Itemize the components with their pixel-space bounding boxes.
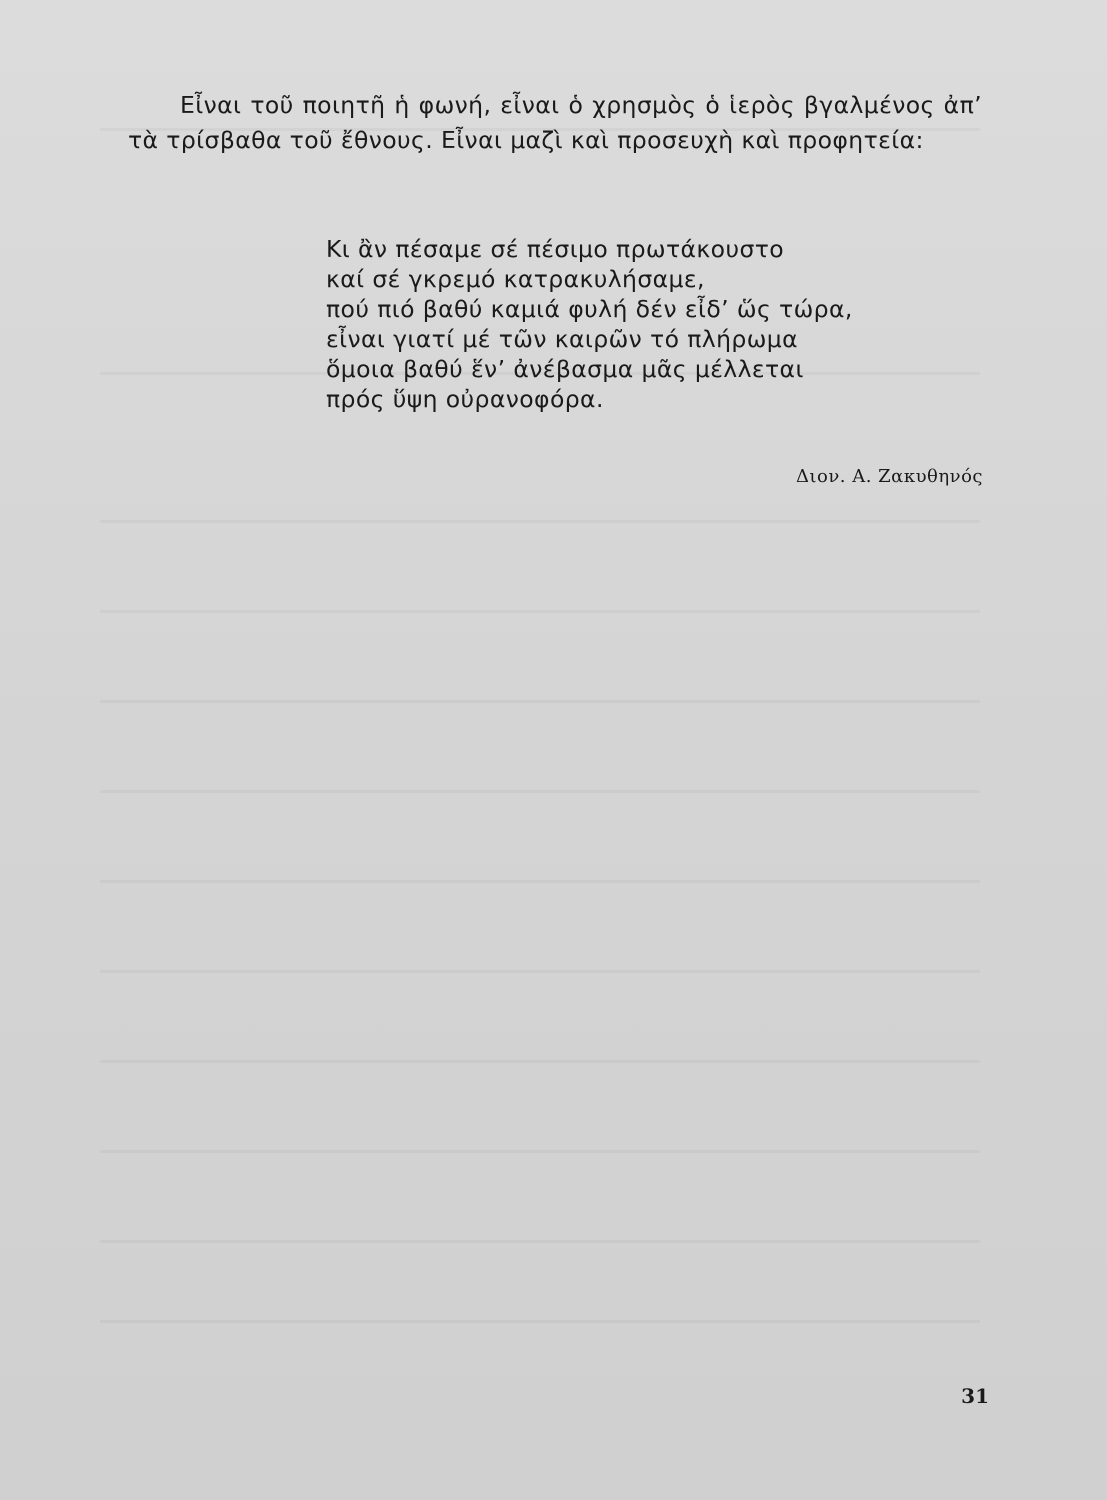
poem-line: εἶναι γιατί μέ τῶν καιρῶν τό πλήρωμα (326, 325, 799, 353)
bleed-through-line (100, 1240, 980, 1243)
bleed-through-line (100, 1060, 980, 1063)
intro-paragraph: Εἶναι τοῦ ποιητῆ ἡ φωνή, εἶναι ὁ χρησμὸς ὁ ἱερὸς βγαλμένος ἀπ’ τὰ τρίσβαθα τοῦ ἔθνους. Εἶναι μαζὶ καὶ προσευχὴ καὶ προφητεία: (128, 91, 982, 154)
poem-line: Κι ἂν πέσαμε σέ πέσιμο πρωτάκουστο (326, 235, 785, 263)
bleed-through-line (100, 790, 980, 793)
intro-text-block (128, 88, 982, 158)
poem-line: πρός ὕψη οὐρανοφόρα. (326, 385, 604, 413)
poem-block (326, 234, 853, 414)
bleed-through-line (100, 520, 980, 523)
poem-author: Διον. Α. Ζακυθηνός (795, 466, 983, 487)
poem-line: ὅμοια βαθύ ἕν’ ἀνέβασμα μᾶς μέλλεται (326, 355, 804, 383)
bleed-through-line (100, 880, 980, 883)
bleed-through-line (100, 610, 980, 613)
bleed-through-line (100, 1150, 980, 1153)
bleed-through-line (100, 700, 980, 703)
bleed-through-line (100, 1320, 980, 1323)
page-number: 31 (961, 1384, 989, 1408)
bleed-through-line (100, 970, 980, 973)
poem-line: καί σέ γκρεμό κατρακυλήσαμε, (326, 265, 705, 293)
poem-line: πού πιό βαθύ καμιά φυλή δέν εἶδ’ ὥς τώρα, (326, 295, 853, 323)
